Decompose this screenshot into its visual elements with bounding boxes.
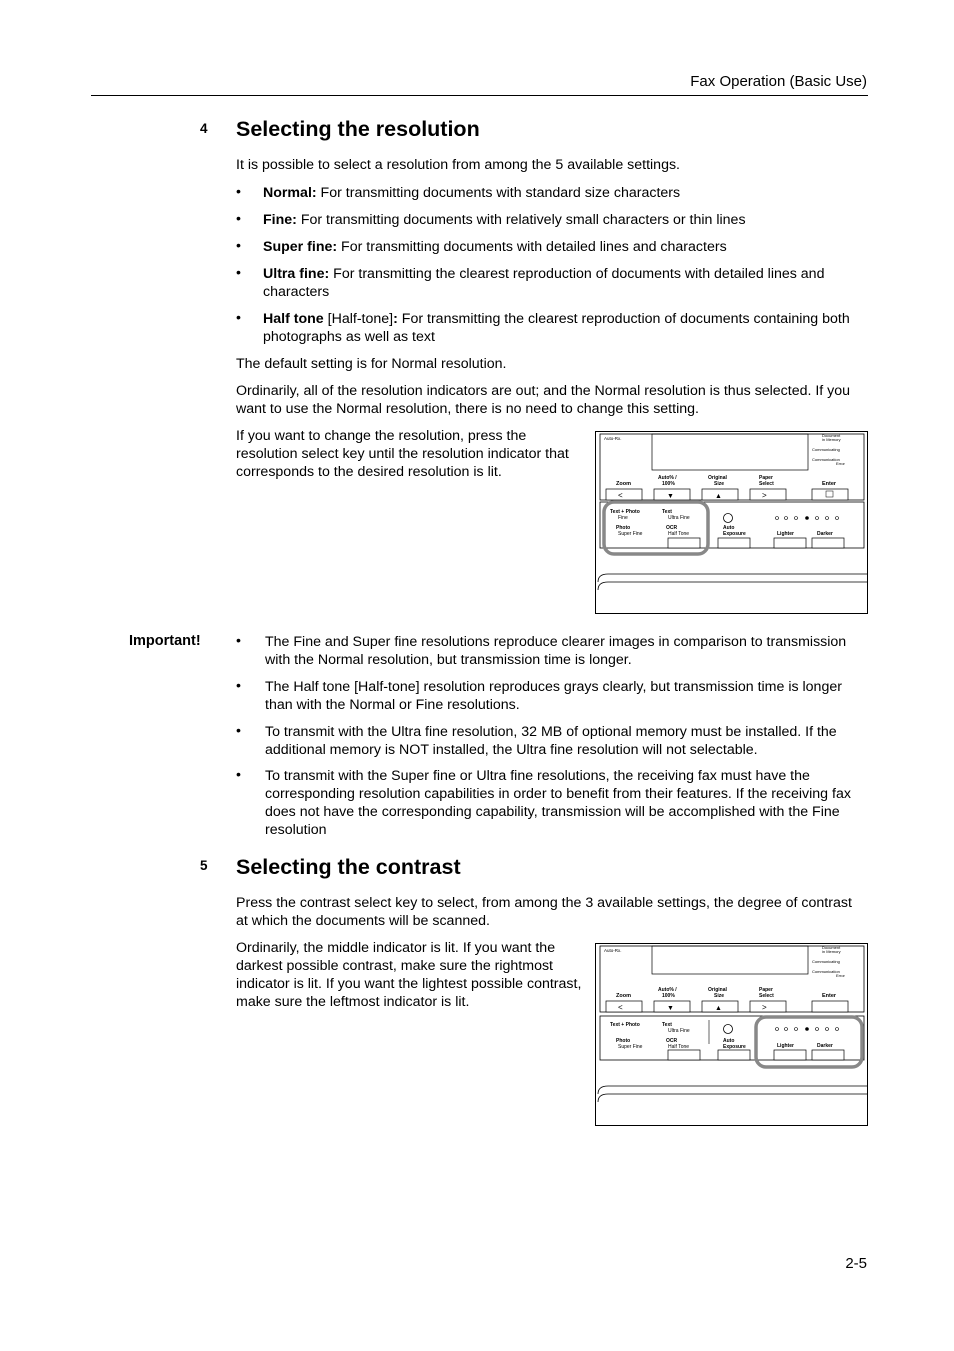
svg-text:Super Fine: Super Fine: [618, 1044, 643, 1050]
svg-text:OCR: OCR: [666, 525, 678, 531]
svg-text:Auto: Auto: [723, 525, 735, 531]
important-list: [236, 633, 866, 847]
svg-text:Size: Size: [714, 481, 725, 487]
list-item: [236, 723, 866, 767]
highlight-ring: [756, 1017, 862, 1067]
svg-text:Document: Document: [822, 945, 841, 950]
svg-text:Zoom: Zoom: [616, 993, 631, 999]
bullet: •: [236, 238, 241, 254]
svg-text:▲: ▲: [715, 493, 722, 500]
operation-panel-figure-resolution: [595, 431, 868, 614]
svg-text:Error: Error: [836, 973, 845, 978]
svg-text:Ultra Fine: Ultra Fine: [668, 1028, 690, 1034]
resolution-list: [236, 184, 866, 355]
svg-text:Communication: Communication: [812, 969, 840, 974]
svg-text:Auto: Auto: [723, 1038, 735, 1044]
svg-text:Lighter: Lighter: [777, 531, 794, 537]
svg-text:Photo: Photo: [616, 1038, 631, 1044]
svg-text:Original: Original: [708, 987, 727, 993]
svg-text:Darker: Darker: [817, 1043, 833, 1049]
svg-text:Select: Select: [759, 481, 774, 487]
list-item-text: Normal: For transmitting documents with standard size characters: [263, 185, 681, 201]
svg-text:Document: Document: [822, 433, 841, 438]
svg-text:Communication: Communication: [812, 457, 840, 462]
svg-text:100%: 100%: [662, 993, 675, 999]
list-item-text: Half tone [Half-tone]: For transmitting the clearest reproduction of documents containing both photographs as well as text: [263, 311, 850, 345]
svg-text:100%: 100%: [662, 481, 675, 487]
operation-panel-figure-contrast: [595, 943, 868, 1126]
paragraph: The default setting is for Normal resolution.: [236, 356, 507, 372]
svg-text:Photo: Photo: [616, 525, 631, 531]
section-title: Selecting the contrast: [236, 855, 461, 879]
list-item-text: The Fine and Super fine resolutions reproduce clearer images in comparison to transmission with the Normal resolution, but transmission time is longer.: [265, 634, 847, 668]
paragraph: If you want to change the resolution, press the resolution select key until the resolution indicator that corresponds to the desired resolution is lit.: [236, 428, 569, 480]
svg-text:>: >: [762, 491, 767, 500]
svg-text:▼: ▼: [667, 493, 674, 500]
svg-text:in Memory: in Memory: [822, 437, 841, 442]
list-item: [236, 310, 866, 355]
svg-text:Text + Photo: Text + Photo: [610, 1022, 640, 1028]
svg-text:Enter: Enter: [822, 993, 837, 999]
svg-text:Half Tone: Half Tone: [668, 531, 690, 537]
list-item-text: Ultra fine: For transmitting the clearest reproduction of documents with detailed lines and characters: [263, 266, 825, 300]
section-number: 5: [200, 858, 208, 873]
svg-text:▼: ▼: [667, 1005, 674, 1012]
list-item: [236, 238, 866, 265]
svg-text:Paper: Paper: [759, 475, 773, 481]
header-rule: [91, 95, 868, 96]
list-item: [236, 767, 866, 847]
svg-text:>: >: [762, 1003, 767, 1012]
svg-text:Auto% /: Auto% /: [658, 475, 677, 481]
svg-text:OCR: OCR: [666, 1038, 678, 1044]
paragraph: Ordinarily, the middle indicator is lit. If you want the darkest possible contrast, make sure the rightmost indicator is lit. If you want the lightest possible contrast, make sure the leftmost indicator is lit.: [236, 940, 582, 1010]
list-item-text: To transmit with the Ultra fine resolution, 32 MB of optional memory must be installed. If the additional memory is NOT installed, the Ultra fine resolution will not selectable.: [265, 724, 837, 758]
svg-text:Zoom: Zoom: [616, 481, 631, 487]
svg-text:Communicating: Communicating: [812, 959, 840, 964]
svg-text:in Memory: in Memory: [822, 949, 841, 954]
paragraph: Press the contrast select key to select, from among the 3 available settings, the degree of contrast at which the documents will be scanned.: [236, 895, 852, 929]
list-item: [236, 184, 866, 211]
paragraph: It is possible to select a resolution from among the 5 available settings.: [236, 157, 680, 173]
svg-text:Select: Select: [759, 993, 774, 999]
list-item: [236, 633, 866, 678]
svg-text:Exposure: Exposure: [723, 1044, 746, 1050]
svg-text:Text: Text: [662, 509, 672, 515]
svg-text:Size: Size: [714, 993, 725, 999]
svg-text:Ultra Fine: Ultra Fine: [668, 515, 690, 521]
list-item-text: To transmit with the Super fine or Ultra fine resolutions, the receiving fax must have the corresponding resolution capabilities in order to benefit from their features. If the receiving fax does not have the corresponding capability, transmission will be accomplished with the Fine resolution: [265, 768, 851, 838]
svg-text:Text: Text: [662, 1022, 672, 1028]
svg-text:Super Fine: Super Fine: [618, 531, 643, 537]
page-number: 2-5: [845, 1255, 867, 1272]
bullet: •: [236, 678, 241, 694]
svg-text:Communicating: Communicating: [812, 447, 840, 452]
section-number: 4: [200, 121, 208, 136]
important-label: Important!: [129, 633, 201, 649]
svg-text:Auto% /: Auto% /: [658, 987, 677, 993]
section-title: Selecting the resolution: [236, 117, 480, 141]
paragraph: Ordinarily, all of the resolution indicators are out; and the Normal resolution is thus selected. If you want to use the Normal resolution, there is no need to change this setting.: [236, 383, 851, 417]
list-item-text: The Half tone [Half-tone] resolution reproduces grays clearly, but transmission time is longer than with the Normal or Fine resolutions.: [265, 679, 842, 713]
list-item: [236, 678, 866, 723]
svg-text:Auto-Rx.: Auto-Rx.: [604, 436, 622, 441]
bullet: •: [236, 265, 241, 281]
svg-text:<: <: [618, 1003, 623, 1012]
svg-text:Fine: Fine: [618, 515, 628, 521]
svg-text:Half Tone: Half Tone: [668, 1044, 690, 1050]
svg-text:Lighter: Lighter: [777, 1043, 794, 1049]
svg-text:Error: Error: [836, 461, 845, 466]
svg-text:Paper: Paper: [759, 987, 773, 993]
svg-text:Original: Original: [708, 475, 727, 481]
bullet: •: [236, 767, 241, 783]
bullet: •: [236, 633, 241, 649]
list-item-text: Super fine: For transmitting documents with detailed lines and characters: [263, 239, 727, 255]
bullet: •: [236, 184, 241, 200]
svg-text:Auto-Rx.: Auto-Rx.: [604, 948, 622, 953]
bullet: •: [236, 211, 241, 227]
svg-text:Text + Photo: Text + Photo: [610, 509, 640, 515]
list-item-text: Fine: For transmitting documents with relatively small characters or thin lines: [263, 212, 746, 228]
svg-text:Darker: Darker: [817, 531, 833, 537]
svg-text:<: <: [618, 491, 623, 500]
list-item: [236, 265, 866, 310]
list-item: [236, 211, 866, 238]
running-header: Fax Operation (Basic Use): [690, 73, 867, 90]
svg-text:Exposure: Exposure: [723, 531, 746, 537]
svg-text:Enter: Enter: [822, 481, 837, 487]
bullet: •: [236, 310, 241, 326]
bullet: •: [236, 723, 241, 739]
svg-text:▲: ▲: [715, 1005, 722, 1012]
